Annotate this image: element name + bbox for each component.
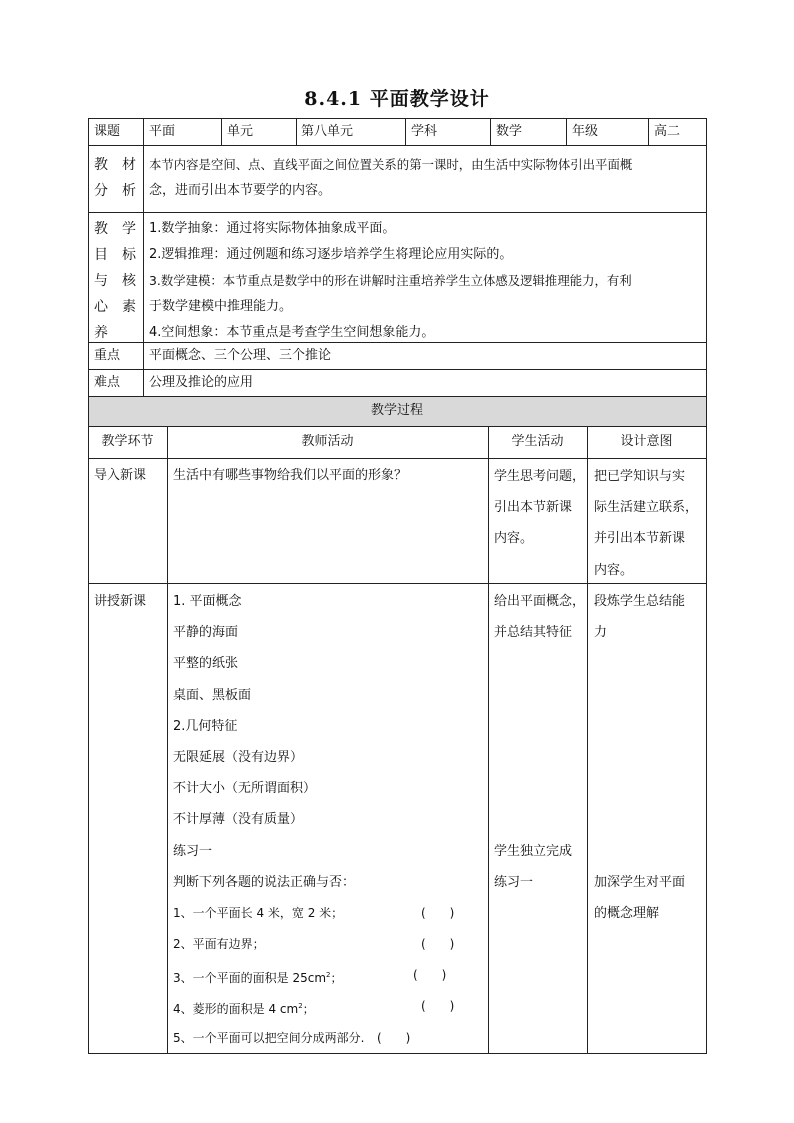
col-divider (587, 426, 588, 1054)
page-title: 8.4.1 平面教学设计 (304, 88, 490, 110)
col-divider (566, 118, 567, 146)
col-header-student: 学生活动 (511, 434, 564, 449)
label-difficulty: 难点 (94, 375, 121, 390)
teacher-line: 不计大小（无所谓面积） (173, 781, 317, 797)
teacher-line: 不计厚薄（没有质量） (173, 812, 304, 828)
exercise-item: 1、一个平面长 4 米，宽 2 米； ( ) (173, 905, 455, 920)
col-divider (490, 118, 491, 146)
label-objectives: 教 学 目 标 与 核 心 素 养 (94, 221, 136, 341)
col-divider (648, 118, 649, 146)
table-border-top (88, 118, 707, 119)
stage-new-lesson: 讲授新课 (94, 594, 147, 609)
col-divider (221, 118, 222, 146)
teacher-line: 2.几何特征 (173, 718, 238, 734)
purpose-new-lesson-a: 段炼学生总结能 力 (594, 594, 686, 641)
student-new-lesson-b: 学生独立完成 练习一 (494, 844, 573, 891)
objective-item: 于数学建模中推理能力。 (149, 299, 293, 314)
teacher-line: 平静的海面 (173, 625, 239, 641)
objective-item: 2.逻辑推理：通过例题和练习逐步培养学生将理论应用实际的。 (149, 247, 513, 262)
teacher-line: 1. 平面概念 (173, 594, 242, 609)
row-divider (88, 426, 707, 427)
teacher-intro: 生活中有哪些事物给我们以平面的形象？ (173, 468, 408, 483)
table-border-left (88, 118, 89, 1054)
value-topic: 平面 (149, 124, 176, 139)
exercise-item: 5、一个平面可以把空间分成两部分. ( ) (173, 1030, 411, 1045)
teacher-line: 桌面、黑板面 (173, 687, 252, 703)
difficulty-text: 公理及推论的应用 (149, 375, 254, 390)
label-key-point: 重点 (94, 348, 121, 363)
teacher-line: 练习一 (173, 843, 213, 859)
row-divider (88, 145, 707, 146)
value-grade: 高二 (654, 124, 681, 139)
col-divider (143, 118, 144, 396)
purpose-new-lesson-b: 加深学生对平面 的概念理解 (594, 875, 686, 922)
table-border-right (706, 118, 707, 1054)
value-subject: 数学 (496, 124, 523, 139)
teacher-line: 平整的纸张 (173, 656, 239, 672)
label-grade: 年级 (572, 124, 599, 139)
student-new-lesson-a: 给出平面概念， 并总结其特征 (494, 594, 586, 641)
col-header-teacher: 教师活动 (301, 434, 354, 449)
exercise-item: 3、一个平面的面积是 $25cm^2$； ( ) (173, 968, 447, 986)
label-subject: 学科 (411, 124, 438, 139)
stage-intro: 导入新课 (94, 468, 147, 483)
key-point-text: 平面概念、三个公理、三个推论 (149, 348, 332, 363)
row-divider (88, 369, 707, 370)
col-divider (167, 426, 168, 1054)
purpose-intro: 把已学知识与实 际生活建立联系， 并引出本节新课 内容。 (594, 469, 699, 578)
teacher-new-lesson (173, 586, 483, 1054)
row-divider (88, 212, 707, 213)
objective-item: 3.数学建模：本节重点是数学中的形在讲解时注重培养学生立体感及逻辑推理能力，有利 (149, 273, 632, 288)
student-intro: 学生思考问题， 引出本节新课 内容。 (494, 469, 586, 547)
label-analysis: 教 材 分 析 (94, 157, 136, 199)
row-divider (88, 458, 707, 459)
analysis-text: 本节内容是空间、点、直线平面之间位置关系的第一课时，由生活中实际物体引出平面概 念，进而引出本节要学的内容。 (149, 157, 633, 198)
col-header-purpose: 设计意图 (620, 434, 673, 449)
objectives-list (149, 216, 704, 346)
col-header-stage: 教学环节 (101, 434, 154, 449)
row-divider (88, 396, 707, 397)
teacher-line: 判断下列各题的说法正确与否： (173, 874, 356, 890)
label-topic: 课题 (94, 124, 121, 139)
col-divider (488, 426, 489, 1054)
exercise-item: 2、平面有边界； ( ) (173, 937, 455, 952)
value-unit: 第八单元 (301, 124, 354, 139)
label-unit: 单元 (227, 124, 254, 139)
objective-item: 4.空间想象：本节重点是考查学生空间想象能力。 (149, 325, 435, 340)
teacher-line: 无限延展（没有边界） (173, 749, 304, 765)
process-header: 教学过程 (370, 403, 423, 418)
col-divider (405, 118, 406, 146)
exercise-item: 4、菱形的面积是 4 $cm^2$； ( ) (173, 999, 455, 1017)
col-divider (296, 118, 297, 146)
objective-item: 1.数学抽象：通过将实际物体抽象成平面。 (149, 221, 396, 236)
